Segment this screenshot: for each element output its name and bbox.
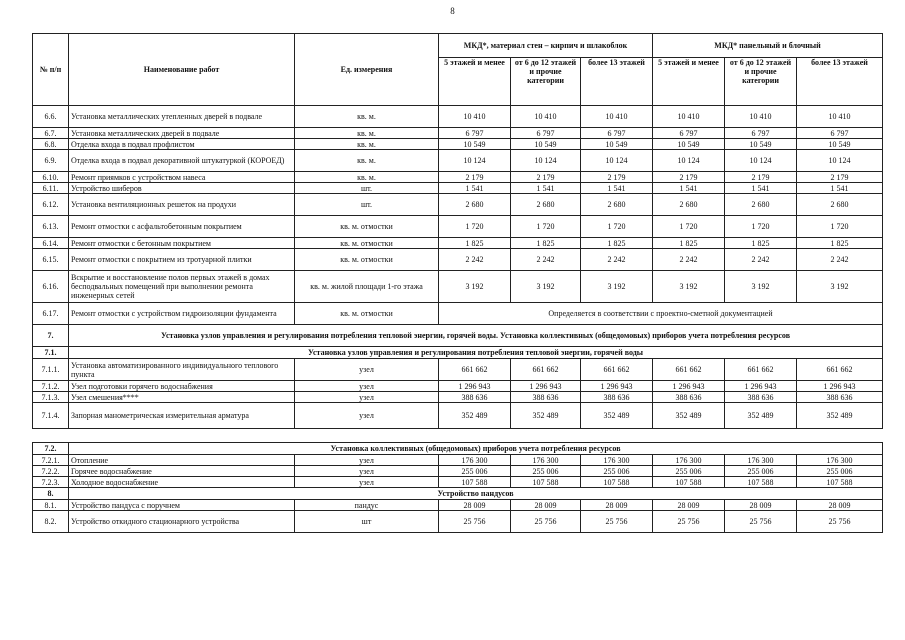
row-unit: узел — [295, 381, 439, 392]
row-note: Определяется в соответствии с проектно-сметной документацией — [439, 303, 883, 325]
row-value: 2 179 — [797, 172, 883, 183]
row-number: 6.13. — [33, 216, 69, 238]
row-name: Установка автоматизированного индивидуального теплового пункта — [69, 359, 295, 381]
row-value: 2 242 — [511, 249, 581, 271]
row-value: 255 006 — [439, 466, 511, 477]
row-value: 6 797 — [439, 128, 511, 139]
row-value: 352 489 — [581, 403, 653, 429]
section-row — [33, 347, 883, 359]
row-value: 661 662 — [653, 359, 725, 381]
row-value: 28 009 — [725, 500, 797, 511]
row-value: 1 541 — [439, 183, 511, 194]
row-value: 6 797 — [581, 128, 653, 139]
row-value: 2 242 — [581, 249, 653, 271]
row-name: Запорная манометрическая измерительная арматура — [69, 403, 295, 429]
row-unit: кв. м. отмостки — [295, 238, 439, 249]
row-name: Устройство пандуса с поручнем — [69, 500, 295, 511]
row-value: 10 549 — [511, 139, 581, 150]
row-value: 2 680 — [581, 194, 653, 216]
row-number: 6.11. — [33, 183, 69, 194]
section-row — [33, 325, 883, 347]
row-value: 1 720 — [439, 216, 511, 238]
row-number: 8.1. — [33, 500, 69, 511]
table-row — [33, 403, 883, 429]
row-number: 8.2. — [33, 511, 69, 533]
table-row — [33, 216, 883, 238]
row-unit: узел — [295, 403, 439, 429]
row-value: 1 825 — [653, 238, 725, 249]
row-value: 2 242 — [797, 249, 883, 271]
row-unit: кв. м. отмостки — [295, 216, 439, 238]
row-name: Горячее водоснабжение — [69, 466, 295, 477]
table-row — [33, 238, 883, 249]
row-value: 352 489 — [653, 403, 725, 429]
row-value: 6 797 — [797, 128, 883, 139]
row-value: 1 720 — [511, 216, 581, 238]
rates-table — [32, 33, 883, 533]
row-value: 661 662 — [581, 359, 653, 381]
row-number: 6.9. — [33, 150, 69, 172]
row-value: 10 410 — [797, 106, 883, 128]
row-value: 2 242 — [439, 249, 511, 271]
row-unit: кв. м. — [295, 106, 439, 128]
row-value: 2 179 — [725, 172, 797, 183]
section-row — [33, 443, 883, 455]
row-value: 107 588 — [511, 477, 581, 488]
row-value: 10 410 — [653, 106, 725, 128]
row-number: 7.2.1. — [33, 455, 69, 466]
row-unit: шт. — [295, 194, 439, 216]
row-value: 1 541 — [797, 183, 883, 194]
row-value: 3 192 — [797, 271, 883, 303]
row-number: 6.16. — [33, 271, 69, 303]
row-name: Вскрытие и восстановление полов первых этажей в домах бесподвальных помещений при выполнении ремонта инженерных сетей — [69, 271, 295, 303]
row-value: 1 296 943 — [511, 381, 581, 392]
row-value: 176 300 — [725, 455, 797, 466]
row-value: 1 296 943 — [439, 381, 511, 392]
row-value: 25 756 — [725, 511, 797, 533]
row-value: 28 009 — [439, 500, 511, 511]
table-row — [33, 359, 883, 381]
section-number: 7.2. — [33, 443, 69, 455]
table-row — [33, 172, 883, 183]
table-row — [33, 477, 883, 488]
row-value: 10 124 — [511, 150, 581, 172]
row-number: 6.8. — [33, 139, 69, 150]
row-value: 10 410 — [581, 106, 653, 128]
row-value: 1 825 — [797, 238, 883, 249]
row-value: 28 009 — [653, 500, 725, 511]
table-row — [33, 466, 883, 477]
row-value: 10 410 — [439, 106, 511, 128]
header-group-panel: МКД* панельный и блочный — [653, 34, 883, 58]
row-value: 28 009 — [797, 500, 883, 511]
row-value: 6 797 — [725, 128, 797, 139]
section-title: Установка узлов управления и регулирования потребления тепловой энергии, горячей воды. Установка коллективных (общедомовых) приборов учета потребления ресурсов — [69, 325, 883, 347]
subheader-1: 5 этажей и менее — [439, 58, 511, 106]
row-value: 1 825 — [725, 238, 797, 249]
row-value: 25 756 — [581, 511, 653, 533]
row-value: 1 720 — [653, 216, 725, 238]
row-number: 7.2.2. — [33, 466, 69, 477]
row-value: 176 300 — [511, 455, 581, 466]
row-value: 1 296 943 — [725, 381, 797, 392]
section-number: 7.1. — [33, 347, 69, 359]
table-row — [33, 511, 883, 533]
row-unit: узел — [295, 466, 439, 477]
row-value: 28 009 — [511, 500, 581, 511]
row-number: 6.12. — [33, 194, 69, 216]
header-name: Наименование работ — [69, 34, 295, 106]
row-value: 1 296 943 — [581, 381, 653, 392]
row-value: 25 756 — [439, 511, 511, 533]
row-value: 6 797 — [653, 128, 725, 139]
row-number: 7.2.3. — [33, 477, 69, 488]
row-value: 2 242 — [725, 249, 797, 271]
row-value: 1 541 — [581, 183, 653, 194]
row-value: 388 636 — [581, 392, 653, 403]
row-value: 10 124 — [725, 150, 797, 172]
row-value: 6 797 — [511, 128, 581, 139]
header-group-brick: МКД*, материал стен – кирпич и шлакоблок — [439, 34, 653, 58]
subheader-6: более 13 этажей — [797, 58, 883, 106]
row-value: 10 549 — [725, 139, 797, 150]
row-value: 661 662 — [511, 359, 581, 381]
row-value: 10 124 — [439, 150, 511, 172]
row-value: 10 549 — [653, 139, 725, 150]
row-value: 661 662 — [725, 359, 797, 381]
header-unit: Ед. измерения — [295, 34, 439, 106]
row-value: 3 192 — [439, 271, 511, 303]
table-body — [33, 106, 883, 533]
row-value: 1 825 — [439, 238, 511, 249]
table-row — [33, 150, 883, 172]
row-unit: кв. м. — [295, 128, 439, 139]
row-value: 10 410 — [725, 106, 797, 128]
row-name: Отделка входа в подвал декоративной штукатуркой (КОРОЕД) — [69, 150, 295, 172]
header-num: № п/п — [33, 34, 69, 106]
row-value: 352 489 — [439, 403, 511, 429]
row-value: 255 006 — [653, 466, 725, 477]
row-value: 352 489 — [511, 403, 581, 429]
table-row — [33, 139, 883, 150]
spacer-cell — [33, 429, 883, 443]
row-value: 176 300 — [797, 455, 883, 466]
row-value: 1 825 — [511, 238, 581, 249]
row-name: Отделка входа в подвал профлистом — [69, 139, 295, 150]
table-row — [33, 381, 883, 392]
row-number: 7.1.1. — [33, 359, 69, 381]
row-number: 6.7. — [33, 128, 69, 139]
row-value: 107 588 — [797, 477, 883, 488]
row-unit: кв. м. отмостки — [295, 303, 439, 325]
row-value: 2 680 — [653, 194, 725, 216]
row-value: 1 541 — [511, 183, 581, 194]
row-value: 2 680 — [725, 194, 797, 216]
table-row — [33, 271, 883, 303]
row-name: Устройство шиберов — [69, 183, 295, 194]
subheader-2: от 6 до 12 этажей и прочие категории — [511, 58, 581, 106]
row-value: 107 588 — [725, 477, 797, 488]
row-value: 10 549 — [439, 139, 511, 150]
row-value: 2 179 — [653, 172, 725, 183]
row-value: 25 756 — [797, 511, 883, 533]
row-value: 10 124 — [653, 150, 725, 172]
row-value: 388 636 — [725, 392, 797, 403]
section-number: 8. — [33, 488, 69, 500]
row-value: 107 588 — [581, 477, 653, 488]
row-value: 661 662 — [439, 359, 511, 381]
row-name: Установка вентиляционных решеток на продухи — [69, 194, 295, 216]
row-unit: кв. м. — [295, 139, 439, 150]
row-value: 388 636 — [797, 392, 883, 403]
row-unit: узел — [295, 359, 439, 381]
row-name: Установка металлических утепленных дверей в подвале — [69, 106, 295, 128]
row-value: 107 588 — [653, 477, 725, 488]
row-value: 255 006 — [725, 466, 797, 477]
row-unit: узел — [295, 455, 439, 466]
row-name: Ремонт отмостки с устройством гидроизоляции фундамента — [69, 303, 295, 325]
row-value: 2 680 — [439, 194, 511, 216]
row-name: Установка металлических дверей в подвале — [69, 128, 295, 139]
row-value: 1 720 — [725, 216, 797, 238]
row-name: Узел смешения**** — [69, 392, 295, 403]
row-value: 2 179 — [511, 172, 581, 183]
row-value: 2 680 — [797, 194, 883, 216]
row-value: 10 410 — [511, 106, 581, 128]
row-unit: кв. м. жилой площади 1-го этажа — [295, 271, 439, 303]
table-row — [33, 183, 883, 194]
table-row — [33, 392, 883, 403]
row-value: 3 192 — [653, 271, 725, 303]
row-number: 6.10. — [33, 172, 69, 183]
table-row — [33, 500, 883, 511]
row-value: 1 720 — [797, 216, 883, 238]
row-value: 1 825 — [581, 238, 653, 249]
row-unit: шт. — [295, 183, 439, 194]
row-value: 1 296 943 — [797, 381, 883, 392]
table-row — [33, 106, 883, 128]
row-value: 1 541 — [653, 183, 725, 194]
row-value: 10 124 — [797, 150, 883, 172]
row-value: 255 006 — [581, 466, 653, 477]
section-row — [33, 488, 883, 500]
page-number: 8 — [450, 6, 455, 16]
row-name: Холодное водоснабжение — [69, 477, 295, 488]
row-value: 352 489 — [725, 403, 797, 429]
spacer-row — [33, 429, 883, 443]
subheader-4: 5 этажей и менее — [653, 58, 725, 106]
row-value: 10 124 — [581, 150, 653, 172]
section-title: Устройство пандусов — [69, 488, 883, 500]
table-row — [33, 455, 883, 466]
row-number: 6.14. — [33, 238, 69, 249]
row-value: 388 636 — [653, 392, 725, 403]
row-number: 6.15. — [33, 249, 69, 271]
row-number: 7.1.3. — [33, 392, 69, 403]
row-name: Ремонт отмостки с асфальтобетонным покрытием — [69, 216, 295, 238]
row-value: 176 300 — [581, 455, 653, 466]
row-name: Отопление — [69, 455, 295, 466]
row-value: 10 549 — [797, 139, 883, 150]
row-number: 6.6. — [33, 106, 69, 128]
section-number: 7. — [33, 325, 69, 347]
row-number: 6.17. — [33, 303, 69, 325]
row-unit: узел — [295, 392, 439, 403]
row-value: 1 541 — [725, 183, 797, 194]
row-unit: шт — [295, 511, 439, 533]
section-title: Установка узлов управления и регулирования потребления тепловой энергии, горячей воды — [69, 347, 883, 359]
table-row — [33, 249, 883, 271]
row-value: 388 636 — [511, 392, 581, 403]
row-name: Ремонт отмостки с бетонным покрытием — [69, 238, 295, 249]
row-unit: кв. м. — [295, 150, 439, 172]
row-value: 255 006 — [511, 466, 581, 477]
row-value: 388 636 — [439, 392, 511, 403]
row-value: 176 300 — [653, 455, 725, 466]
row-number: 7.1.2. — [33, 381, 69, 392]
row-value: 255 006 — [797, 466, 883, 477]
row-value: 28 009 — [581, 500, 653, 511]
row-value: 1 296 943 — [653, 381, 725, 392]
row-number: 7.1.4. — [33, 403, 69, 429]
row-value: 3 192 — [581, 271, 653, 303]
row-value: 3 192 — [725, 271, 797, 303]
row-value: 2 242 — [653, 249, 725, 271]
row-value: 107 588 — [439, 477, 511, 488]
row-value: 25 756 — [653, 511, 725, 533]
table-row — [33, 194, 883, 216]
row-value: 3 192 — [511, 271, 581, 303]
row-value: 10 549 — [581, 139, 653, 150]
section-title: Установка коллективных (общедомовых) приборов учета потребления ресурсов — [69, 443, 883, 455]
row-name: Узел подготовки горячего водоснабжения — [69, 381, 295, 392]
row-value: 25 756 — [511, 511, 581, 533]
subheader-5: от 6 до 12 этажей и прочие категории — [725, 58, 797, 106]
row-name: Устройство откидного стационарного устройства — [69, 511, 295, 533]
row-value: 1 720 — [581, 216, 653, 238]
table-row — [33, 303, 883, 325]
subheader-3: более 13 этажей — [581, 58, 653, 106]
row-value: 176 300 — [439, 455, 511, 466]
row-value: 352 489 — [797, 403, 883, 429]
row-value: 2 680 — [511, 194, 581, 216]
row-value: 661 662 — [797, 359, 883, 381]
row-unit: узел — [295, 477, 439, 488]
row-unit: кв. м. — [295, 172, 439, 183]
row-name: Ремонт приямков с устройством навеса — [69, 172, 295, 183]
row-unit: кв. м. отмостки — [295, 249, 439, 271]
row-name: Ремонт отмостки с покрытием из тротуарной плитки — [69, 249, 295, 271]
table-row — [33, 128, 883, 139]
row-value: 2 179 — [439, 172, 511, 183]
row-unit: пандус — [295, 500, 439, 511]
row-value: 2 179 — [581, 172, 653, 183]
